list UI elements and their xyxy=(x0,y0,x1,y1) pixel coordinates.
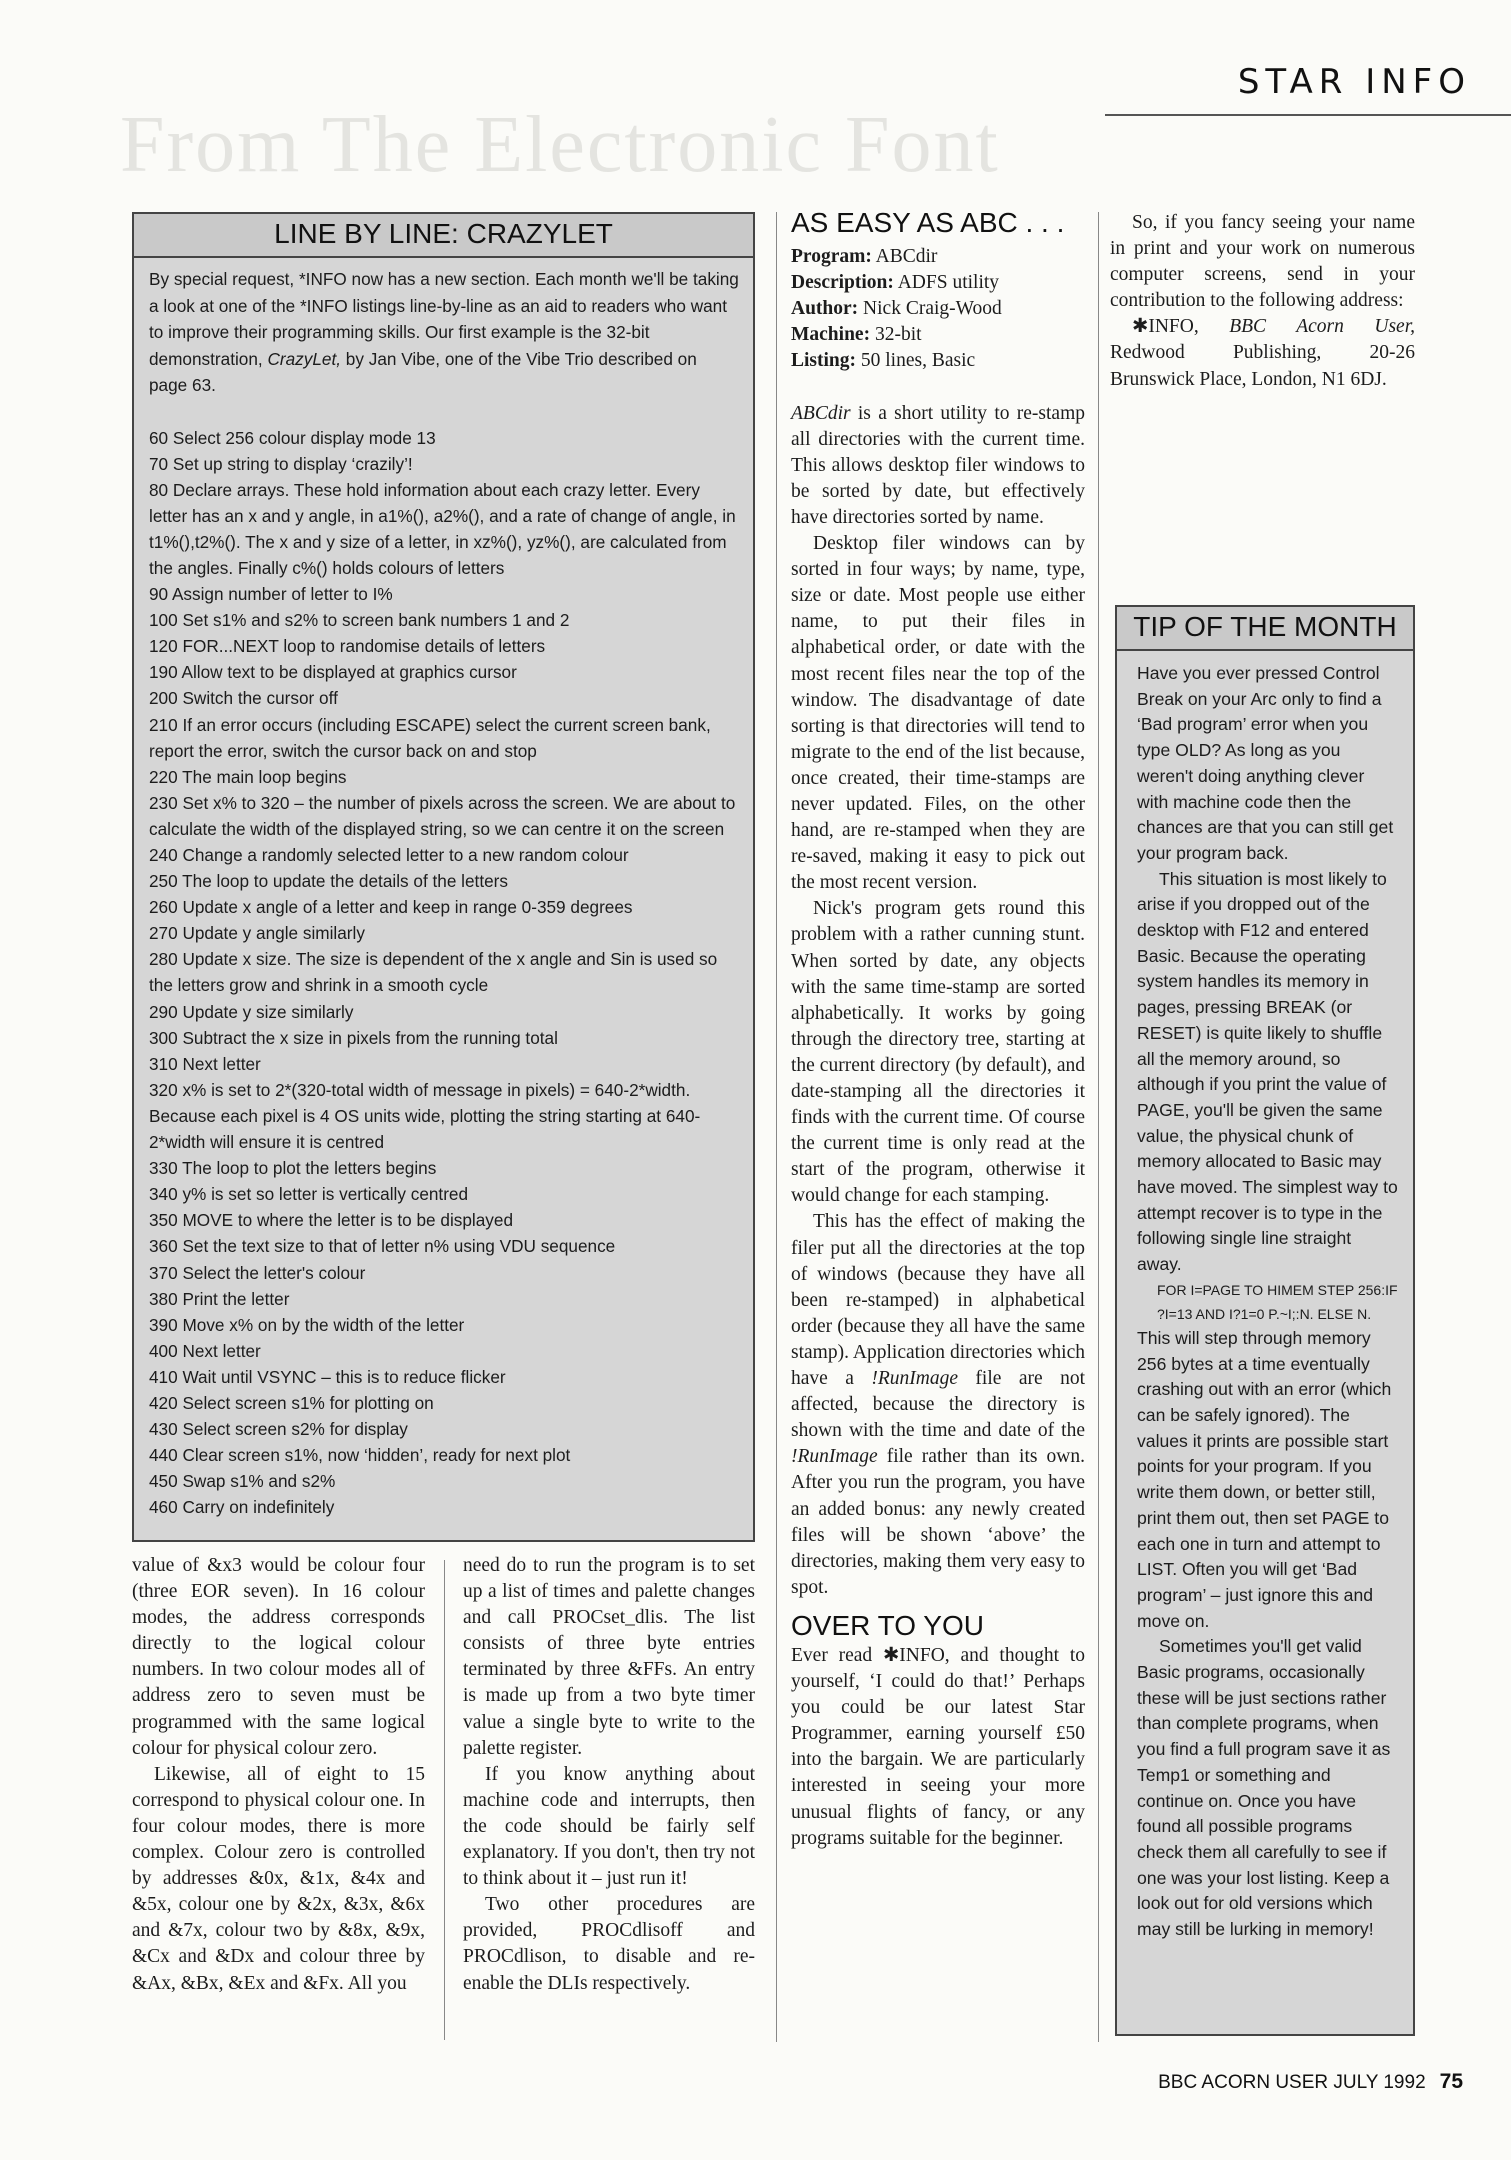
intro-text-1: By special request, *INFO now has a new section. Each month we'll be taking a look at one of the *INFO listings line-by-line as an aid to readers who want to improve their programming skills. Our first example is the 32-bit demonstration, xyxy=(149,269,739,369)
over-to-you-continued xyxy=(1110,210,1415,393)
listing-line: 410 Wait until VSYNC – this is to reduce flicker xyxy=(149,1366,506,1387)
column-b-paragraph: If you know anything about machine code and interrupts, then the code should be fairly self explanatory. If you don't, then try not to think about it – just run it! xyxy=(463,1763,755,1890)
abc-field-label: Machine: xyxy=(791,324,871,346)
listing-line: 70 Set up string to display ‘crazily’! xyxy=(149,453,413,474)
tip-paragraph: This will step through memory 256 bytes at a time eventually crashing out with an error (which can be safely ignored). The values it prints are possible start points for your program. If you write them down, or better still, print them out, then set PAGE to each one in turn and attempt to LIST. Often you will get ‘Bad program’ – just ignore this and move on. xyxy=(1137,1327,1392,1631)
abc-field-label: Author: xyxy=(791,298,859,320)
line-by-line-title: LINE BY LINE: CRAZYLET xyxy=(134,214,753,258)
listing-line: 60 Select 256 colour display mode 13 xyxy=(149,427,436,448)
listing-line: 90 Assign number of letter to I% xyxy=(149,584,393,605)
listing-line: 360 Set the text size to that of letter n% using VDU sequence xyxy=(149,1236,616,1257)
listing-line: 220 The main loop begins xyxy=(149,766,347,787)
column-divider xyxy=(776,212,777,2042)
listing-line: 340 y% is set so letter is vertically centred xyxy=(149,1184,469,1205)
column-b-paragraph: Two other procedures are provided, PROCdlisoff and PROCdlison, to disable and re-enable the DLIs respectively. xyxy=(463,1894,755,1994)
listing-line: 80 Declare arrays. These hold information about each crazy letter. Every letter has an x and y angle, in a1%(), a2%(), and a rate of change of angle, in t1%(),t2%(). The x and y size of a letter, in xz%(), yz%(), are calculated from the angles. Finally c%() holds colours of letters xyxy=(149,479,736,578)
abc-heading: AS EASY AS ABC . . . xyxy=(791,207,1065,238)
intro-text-2: by Jan Vibe, one of the Vibe Trio described on page 63. xyxy=(149,348,697,395)
page-number: 75 xyxy=(1439,2070,1463,2093)
listing-line: 310 Next letter xyxy=(149,1053,261,1074)
listing-line: 390 Move x% on by the width of the letter xyxy=(149,1314,465,1335)
listing-line: 120 FOR...NEXT loop to randomise details of letters xyxy=(149,636,546,657)
column-a-paragraph: value of &x3 would be colour four (three EOR seven). In 16 colour modes, the address corresponds directly to the logical colour numbers. In two colour modes all of address zero to seven must be programmed with the same logical colour for physical colour zero. xyxy=(132,1555,425,1759)
abc-paragraph-text: file are not affected, because the directory is shown with the time and date of the xyxy=(791,1368,1085,1442)
abc-program-name: ABCdir xyxy=(791,402,851,424)
show-through-title: From The Electronic Font xyxy=(120,101,1000,189)
column-divider xyxy=(1098,212,1099,2042)
runimage-name: !RunImage xyxy=(791,1446,878,1468)
over-to-you-paragraph: Ever read ✱INFO, and thought to yourself, ‘I could do that!’ Perhaps you could be our latest Star Programmer, earning yourself £50 into the bargain. We are particularly interested in seeing your more unusual flights of fancy, or any programs suitable for the beginner. xyxy=(791,1644,1085,1849)
column-a xyxy=(132,1553,425,1997)
over-to-you-paragraph: So, if you fancy seeing your name in print and your work on numerous computer screens, send in your contribution to the following address: xyxy=(1110,212,1415,312)
line-by-line-box xyxy=(132,212,755,1542)
listing-line: 260 Update x angle of a letter and keep in range 0-359 degrees xyxy=(149,897,633,918)
address-text: Redwood Publishing, 20-26 Brunswick Place, London, N1 6DJ. xyxy=(1110,342,1415,390)
abc-paragraph-text: is a short utility to re-stamp all directories with the current time. This allows desktop filer windows to be sorted by date, but effectively have directories sorted by name. xyxy=(791,402,1085,528)
abc-field-label: Description: xyxy=(791,272,894,294)
abc-field-value: 32-bit xyxy=(874,324,922,346)
abc-field-value: Nick Craig-Wood xyxy=(863,298,1002,320)
abc-paragraph: Nick's program gets round this problem with a rather cunning stunt. When sorted by date, any objects with the same time-stamp are sorted alphabetically. It works by going through the directory tree, starting at the current directory (by default), and date-stamping all the directories it finds with the current time. Of course the current time is only read at the start of the program, otherwise it would change for each stamping. xyxy=(791,898,1085,1207)
column-a-paragraph: Likewise, all of eight to 15 correspond to physical colour one. In four colour modes, there is more complex. Colour zero is controlled by addresses &0x, &1x, &4x and &5x, colour one by &2x, &3x, &6x and &7x, colour two by &8x, &9x, &Cx and &Dx and colour three by &Ax, &Bx, &Ex and &Fx. All you xyxy=(132,1763,425,1994)
listing-line: 330 The loop to plot the letters begins xyxy=(149,1158,437,1179)
address-text: ✱INFO, xyxy=(1132,316,1230,338)
abc-field-label: Program: xyxy=(791,246,872,268)
tip-code: FOR I=PAGE TO HIMEM STEP 256:IF ?I=13 AND I?1=0 P.~I;:N. ELSE N. xyxy=(1157,1281,1398,1322)
abc-field xyxy=(791,296,1085,322)
address xyxy=(1110,314,1415,392)
abc-field-value: ADFS utility xyxy=(897,272,1000,294)
listing-line: 290 Update y size similarly xyxy=(149,1001,354,1022)
runimage-name: !RunImage xyxy=(871,1368,958,1390)
abc-field-value: 50 lines, Basic xyxy=(860,350,976,372)
abc-paragraph: Desktop filer windows can by sorted in four ways; by name, type, size or date. Most people use either name, to put their files in alphabetical order, or date with the most recent files near the top of the window. The disadvantage of date sorting is that directories will tend to migrate to the end of the list because, once created, their time-stamps are never updated. Files, on the other hand, are re-stamped when they are re-saved, making it easy to pick out the most recent version. xyxy=(791,533,1085,894)
listing-line: 320 x% is set to 2*(320-total width of message in pixels) = 640-2*width. Because each pixel is 4 OS units wide, plotting the string starting at 640-2*width will ensure it is centred xyxy=(149,1079,701,1153)
line-by-line-intro xyxy=(149,266,739,399)
abc-field-label: Listing: xyxy=(791,350,857,372)
abc-paragraph-text: file rather than its own. After you run the program, you have an added bonus: any newly created files will be shown ‘above’ the directories, making them very easy to spot. xyxy=(791,1446,1085,1598)
abc-field-value: ABCdir xyxy=(875,246,938,268)
listing-line: 430 Select screen s2% for display xyxy=(149,1419,408,1440)
listing-line: 350 MOVE to where the letter is to be displayed xyxy=(149,1210,514,1231)
abc-field xyxy=(791,322,1085,348)
listing-line: 100 Set s1% and s2% to screen bank numbers 1 and 2 xyxy=(149,610,570,631)
tip-title: TIP OF THE MONTH xyxy=(1117,607,1413,651)
listing-line: 440 Clear screen s1%, now ‘hidden’, ready for next plot xyxy=(149,1445,571,1466)
listing-line: 400 Next letter xyxy=(149,1340,261,1361)
listing-line: 250 The loop to update the details of the letters xyxy=(149,871,508,892)
listing-line: 190 Allow text to be displayed at graphics cursor xyxy=(149,662,517,683)
column-b-paragraph: need do to run the program is to set up a list of times and palette changes and call PROCset_dlis. The list consists of three byte entries terminated by three &FFs. An entry is made up from a two byte timer value a single byte to write to the palette register. xyxy=(463,1555,755,1759)
abc-field xyxy=(791,244,1085,270)
tip-paragraph: Have you ever pressed Control Break on your Arc only to find a ‘Bad program’ error when you type OLD? As long as you weren't doing anything clever with machine code then the chances are that you can still get your program back. xyxy=(1137,663,1394,863)
abc-paragraph xyxy=(791,401,1085,531)
listing-line: 300 Subtract the x size in pixels from the running total xyxy=(149,1027,558,1048)
intro-program-name: CrazyLet, xyxy=(267,348,342,369)
abc-paragraph-text: This has the effect of making the filer put all the directories at the top of windows (because they have all been re-stamped) in alphabetical order (because they all have the same stamp). Application directories which have a xyxy=(791,1211,1085,1390)
listing-line: 270 Update y angle similarly xyxy=(149,923,365,944)
listing-line: 200 Switch the cursor off xyxy=(149,688,338,709)
magazine-name: BBC Acorn User, xyxy=(1229,316,1416,338)
listing-line: 460 Carry on indefinitely xyxy=(149,1497,335,1518)
footer-magazine: BBC ACORN USER JULY 1992 xyxy=(1158,2072,1426,2093)
listing-line: 230 Set x% to 320 – the number of pixels across the screen. We are about to calculate the width of the displayed string, so we can centre it on the screen xyxy=(149,792,736,839)
listing-line: 380 Print the letter xyxy=(149,1288,290,1309)
over-to-you-heading: OVER TO YOU xyxy=(791,1609,984,1641)
listing-line: 450 Swap s1% and s2% xyxy=(149,1471,336,1492)
tip-paragraph: This situation is most likely to arise if you dropped out of the desktop with F12 and entered Basic. Because the operating system handles its memory in pages, pressing BREAK (or RESET) is quite likely to shuffle all the memory around, so although if you print the value of PAGE, you'll be given the same value, the physical chunk of memory allocated to Basic may have moved. The simplest way to attempt recover is to type in the following single line straight away. xyxy=(1137,868,1398,1275)
header-rule xyxy=(1105,114,1511,116)
tip-paragraph: Sometimes you'll get valid Basic programs, occasionally these will be just sections rather than complete programs, when you find a full program save it as Temp1 or something and continue on. Once you have found all possible programs check them all carefully to see if one was your lost listing. Keep a look out for old versions which may still be lurking in memory! xyxy=(1137,1636,1391,1940)
page-footer xyxy=(1158,2070,1463,2094)
listing-line: 210 If an error occurs (including ESCAPE) select the current screen bank, report the error, switch the cursor back on and stop xyxy=(149,714,711,761)
abc-fields xyxy=(791,244,1085,374)
abc-paragraph xyxy=(791,1209,1085,1600)
column-divider xyxy=(444,1560,445,2040)
abc-field xyxy=(791,270,1085,296)
listing-line: 370 Select the letter's colour xyxy=(149,1262,366,1283)
column-b xyxy=(463,1553,755,1997)
listing-line: 280 Update x size. The size is dependent of the x angle and Sin is used so the letters grow and shrink in a smooth cycle xyxy=(149,949,718,996)
section-title: STAR INFO xyxy=(1237,62,1471,102)
listing-line: 420 Select screen s1% for plotting on xyxy=(149,1392,434,1413)
tip-of-the-month-box xyxy=(1115,605,1415,2036)
line-by-line-list xyxy=(149,425,739,1521)
abc-field xyxy=(791,348,1085,374)
listing-line: 240 Change a randomly selected letter to a new random colour xyxy=(149,845,629,865)
abc-column xyxy=(791,207,1085,1852)
